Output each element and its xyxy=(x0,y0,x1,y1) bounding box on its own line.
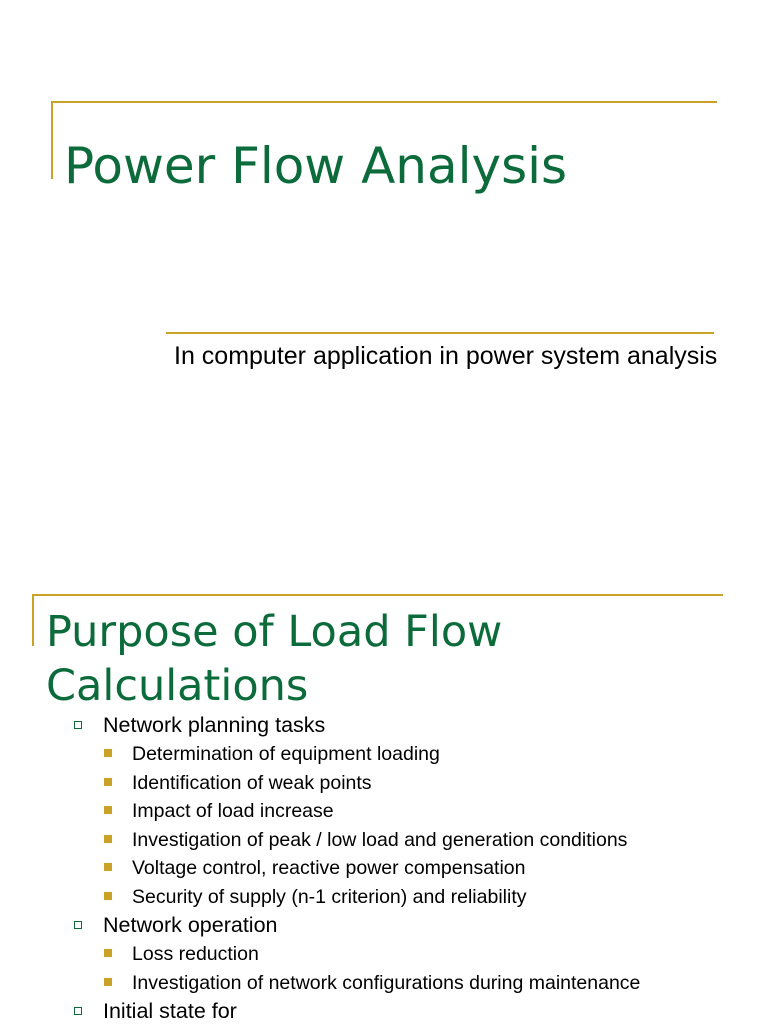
filled-square-bullet-icon xyxy=(104,778,112,786)
outline-level2-label: Investigation of peak / low load and generation conditions xyxy=(132,828,628,851)
filled-square-bullet-icon xyxy=(104,806,112,814)
filled-square-bullet-icon xyxy=(104,978,112,986)
filled-square-bullet-icon xyxy=(104,863,112,871)
slide1-left-rule xyxy=(51,101,53,179)
subtitle-rule xyxy=(166,332,714,334)
outline-level1-item xyxy=(74,997,754,1024)
slide1-top-rule xyxy=(51,101,717,103)
outline-level2-item xyxy=(74,740,754,769)
outline-level2-label: Determination of equipment loading xyxy=(132,743,440,765)
outline-level1-item xyxy=(74,911,754,940)
outline-level2-label: Impact of load increase xyxy=(132,800,334,822)
slide1-subtitle: In computer application in power system analysis xyxy=(174,342,718,370)
outline-level2-label: Loss reduction xyxy=(132,943,259,965)
slide2-top-rule xyxy=(32,594,723,596)
filled-square-bullet-icon xyxy=(104,749,112,757)
hollow-square-bullet-icon xyxy=(74,921,82,929)
outline-level2-item xyxy=(74,854,754,883)
slide2-left-rule xyxy=(32,594,34,646)
outline-level2-item xyxy=(74,797,754,826)
outline-level2-label: Investigation of network configurations during maintenance xyxy=(132,971,641,994)
filled-square-bullet-icon xyxy=(104,835,112,843)
outline-level2-item xyxy=(74,883,754,912)
outline-level1-label: Initial state for xyxy=(103,999,237,1023)
outline-level2-item xyxy=(74,969,754,998)
outline-level2-item xyxy=(74,940,754,969)
slide1-title: Power Flow Analysis xyxy=(64,137,568,195)
outline-level2-label: Voltage control, reactive power compensation xyxy=(132,857,526,879)
filled-square-bullet-icon xyxy=(104,892,112,900)
purpose-outline xyxy=(74,711,754,1024)
slide2-title: Purpose of Load Flow Calculations xyxy=(46,607,503,711)
outline-level2-label: Security of supply (n-1 criterion) and reliability xyxy=(132,885,527,908)
hollow-square-bullet-icon xyxy=(74,1007,82,1015)
outline-level2-item xyxy=(74,769,754,798)
hollow-square-bullet-icon xyxy=(74,721,82,729)
outline-level1-label: Network planning tasks xyxy=(103,713,326,737)
outline-level1-item xyxy=(74,711,754,740)
outline-level1-label: Network operation xyxy=(103,913,278,937)
outline-level2-item xyxy=(74,826,754,855)
outline-level2-label: Identification of weak points xyxy=(132,771,372,794)
filled-square-bullet-icon xyxy=(104,949,112,957)
